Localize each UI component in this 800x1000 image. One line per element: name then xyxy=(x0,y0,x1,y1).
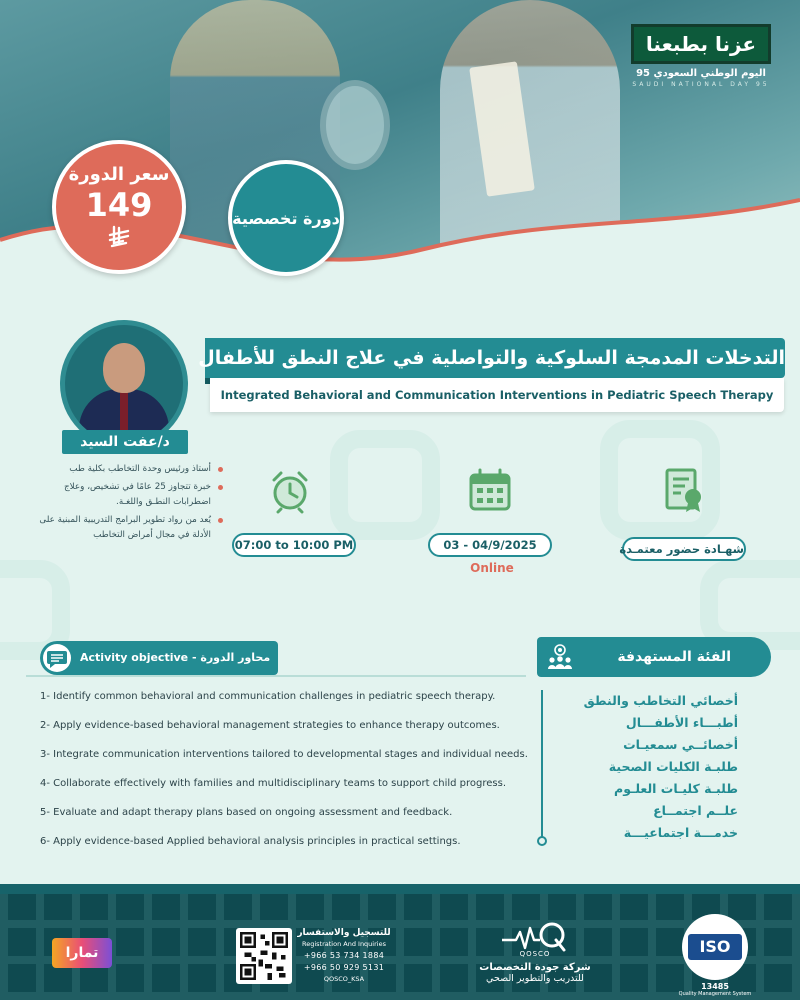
price-value: 149 xyxy=(85,186,153,224)
background-ornament xyxy=(330,430,440,540)
qr-code[interactable] xyxy=(236,928,292,984)
iso-seal xyxy=(682,914,748,980)
instructor-bio xyxy=(28,462,223,546)
objectives-divider xyxy=(26,675,526,677)
iso-subtitle: Quality Management System xyxy=(678,991,752,997)
audience-title: الفئة المستهدفة xyxy=(617,649,731,665)
objective-item: 2- Apply evidence-based behavioral management strategies to enhance therapy outcomes. xyxy=(40,720,500,731)
iso-badge xyxy=(676,914,754,997)
qosco-name: QOSCO xyxy=(519,950,551,958)
logo-title: عزنا بطبعنا xyxy=(631,24,771,64)
audience-list xyxy=(560,690,738,844)
phone-number[interactable]: +966 50 929 5131 xyxy=(303,963,385,972)
saudi-riyal-icon xyxy=(107,225,131,249)
audience-item: علــم اجتمــاع xyxy=(653,803,738,818)
qosco-name-ar: شركة جودة التخصصات xyxy=(479,962,591,973)
course-type-badge: دورة تخصصية xyxy=(228,160,344,276)
hero-mirror xyxy=(320,80,390,170)
objectives-header: Activity objective - محاور الدورة xyxy=(40,641,278,675)
national-day-logo xyxy=(628,24,774,94)
contact-title-en: Registration And Inquiries xyxy=(302,940,386,948)
social-handle[interactable]: QOSCO_KSA xyxy=(323,975,365,983)
contact-info xyxy=(296,928,392,983)
logo-english: SAUDI NATIONAL DAY 95 xyxy=(632,81,770,88)
objective-item: 4- Collaborate effectively with families and multidisciplinary teams to support child progress. xyxy=(40,778,507,789)
bio-item: أستاذ ورئيس وحدة التخاطب بكلية طب xyxy=(28,462,223,477)
tamara-logo: تمارا xyxy=(52,938,112,968)
calendar-icon xyxy=(466,466,514,514)
bio-item: يُعد من رواد تطوير البرامج التدريبية المبنية على الأدلة في مجال أمراض التخاطب xyxy=(28,513,223,543)
audience-connector-dot xyxy=(537,836,547,846)
audience-item: أخصائي التخاطب والنطق xyxy=(583,693,738,708)
objective-item: 3- Integrate communication interventions tailored to developmental stages and individual needs. xyxy=(40,749,528,760)
objective-item: 5- Evaluate and adapt therapy plans based on ongoing assessment and feedback. xyxy=(40,807,453,818)
phone-number[interactable]: +966 53 734 1884 xyxy=(303,951,385,960)
course-title-english: Integrated Behavioral and Communication Interventions in Pediatric Speech Therapy xyxy=(210,378,784,412)
objectives-title-ar: محاور الدورة xyxy=(200,651,271,664)
qosco-logo xyxy=(470,920,600,984)
price-label: سعر الدورة xyxy=(68,164,170,185)
contact-title-ar: للتسجيل والاستفسار xyxy=(297,928,391,938)
delivery-mode: Online xyxy=(470,561,514,575)
logo-subtitle: اليوم الوطني السعودي 95 xyxy=(636,68,766,79)
certificate-pill: شهـادة حضور معتمـدة xyxy=(622,537,746,561)
qr-code-icon xyxy=(240,932,288,980)
qosco-mark-icon xyxy=(500,920,570,954)
audience-item: طلبـة الكليات الصحية xyxy=(608,759,738,774)
audience-item: أخصائــي سمعيـات xyxy=(623,737,738,752)
time-pill: 07:00 to 10:00 PM xyxy=(232,533,356,557)
objective-item: 6- Apply evidence-based Applied behavioral analysis principles in practical settings. xyxy=(40,836,461,847)
audience-item: أطبـــاء الأطفـــال xyxy=(625,715,738,730)
certificate-icon xyxy=(660,466,708,514)
audience-header xyxy=(537,637,771,677)
audience-connector xyxy=(541,690,543,840)
chat-bubble-icon xyxy=(43,644,71,672)
objectives-title-en: Activity objective xyxy=(80,651,189,664)
audience-item: طلبـة كليـات العلـوم xyxy=(614,781,738,796)
alarm-clock-icon xyxy=(266,466,314,514)
objectives-list xyxy=(40,690,540,864)
target-group-icon xyxy=(546,643,574,671)
audience-item: خدمـــة اجتماعيـــة xyxy=(623,825,738,840)
date-pill: 03 - 04/9/2025 xyxy=(428,533,552,557)
qosco-tagline-ar: للتدريب والتطوير الصحي xyxy=(486,973,584,984)
objective-item: 1- Identify common behavioral and communication challenges in pediatric speech therapy. xyxy=(40,691,496,702)
instructor-name: د/عفت السيد xyxy=(62,430,188,454)
course-title-arabic: التدخلات المدمجة السلوكية والتواصلية في علاج النطق للأطفال xyxy=(205,338,785,378)
bio-item: خبرة تتجاوز 25 عامًا في تشخيص، وعلاج اضطرابات النطـق واللغـة. xyxy=(28,480,223,510)
instructor-photo xyxy=(60,320,188,448)
price-badge xyxy=(52,140,186,274)
iso-text: ISO xyxy=(688,934,742,960)
iso-number: 13485 xyxy=(701,982,729,991)
